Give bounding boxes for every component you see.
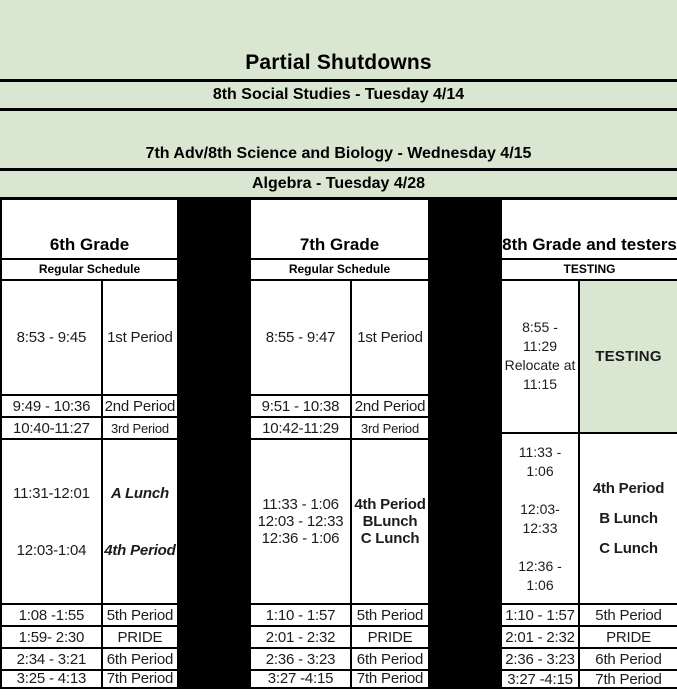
lunch-label-2: 4th Period: [104, 541, 176, 559]
grade6-row-period2: [2, 394, 177, 416]
grade7-row-period5: [251, 603, 428, 625]
lunch-time-2: 12:03-12:33: [520, 500, 560, 536]
lunch-time-1: 11:31-12:01: [13, 484, 90, 502]
grade6-row-period3: [2, 416, 177, 438]
testing-time: 8:55 - 11:29 Relocate at 11:15: [504, 319, 576, 393]
period-cell: 3rd Period: [350, 418, 428, 438]
grade8-row-lunch: [502, 432, 677, 603]
time-cell: 3:25 - 4:13: [16, 670, 87, 688]
grade6-column: [0, 200, 177, 689]
time-cell: [251, 440, 350, 603]
lunch-time-1: 11:33 - 1:06: [518, 443, 562, 479]
testing-cell: TESTING: [578, 281, 677, 432]
time-cell: 2:36 - 3:23: [505, 650, 575, 668]
grade6-row-period7: [2, 669, 177, 687]
grade6-row-pride: [2, 625, 177, 647]
time-cell: 1:08 -1:55: [18, 606, 85, 624]
time-cell: 10:42-11:29: [262, 419, 339, 437]
period-cell: 2nd Period: [101, 396, 177, 416]
period-cell: PRIDE: [101, 627, 177, 647]
time-cell: 1:59- 2:30: [18, 628, 85, 646]
time-cell: 10:40-11:27: [13, 419, 90, 437]
time-cell: 2:36 - 3:23: [265, 650, 336, 668]
period-cell: PRIDE: [578, 627, 677, 647]
grade6-row-period5: [2, 603, 177, 625]
grade7-row-period2: [251, 394, 428, 416]
time-cell: [2, 440, 101, 603]
banner-row-science-biology: 7th Adv/8th Science and Biology - Wednesday 4/15: [0, 111, 677, 171]
time-cell: 1:10 - 1:57: [505, 606, 575, 624]
grade7-header: 7th Grade: [299, 234, 380, 254]
lunch-label-1: 4th Period: [592, 480, 665, 498]
period-cell: [578, 434, 677, 603]
lunch-label-2: BLunch: [362, 513, 418, 531]
time-cell: 9:51 - 10:38: [261, 397, 340, 415]
lunch-label-3: C Lunch: [599, 540, 658, 558]
grade6-row-period1: [2, 281, 177, 395]
period-cell: [350, 440, 428, 603]
grade6-row-period6: [2, 647, 177, 669]
grade7-row-period7: [251, 669, 428, 687]
time-cell: 2:01 - 2:32: [505, 628, 575, 646]
lunch-label-1: 4th Period: [354, 496, 426, 514]
grade8-row-period6: [502, 647, 677, 669]
period-cell: [101, 440, 177, 603]
time-cell: 2:01 - 2:32: [265, 628, 336, 646]
grade7-subheader: Regular Schedule: [288, 262, 391, 277]
banner-row-social-studies: 8th Social Studies - Tuesday 4/14: [0, 82, 677, 111]
banner-row-algebra: Algebra - Tuesday 4/28: [0, 171, 677, 200]
grade8-row-pride: [502, 625, 677, 647]
period-cell: 7th Period: [101, 671, 177, 687]
lunch-label-1: A Lunch: [110, 484, 169, 502]
period-cell: 6th Period: [101, 649, 177, 669]
grade8-column: [502, 200, 677, 689]
time-cell: [502, 434, 578, 603]
grade6-row-lunch: [2, 438, 177, 603]
period-cell: 1st Period: [101, 281, 177, 395]
page-title: Partial Shutdowns: [0, 0, 677, 82]
period-cell: 5th Period: [350, 605, 428, 625]
time-cell: 3:27 -4:15: [267, 670, 334, 688]
grade6-header: 6th Grade: [49, 234, 130, 254]
grade7-row-pride: [251, 625, 428, 647]
period-cell: 1st Period: [350, 281, 428, 395]
lunch-label-2: B Lunch: [599, 510, 658, 528]
lunch-time-2: 12:03-1:04: [16, 541, 87, 559]
grade7-column: [251, 200, 428, 689]
lunch-label-3: C Lunch: [360, 530, 420, 548]
period-cell: 3rd Period: [101, 418, 177, 438]
grade8-header: 8th Grade and testers: [502, 234, 677, 254]
banner-section: [0, 0, 677, 200]
lunch-time-1: 11:33 - 1:06: [262, 496, 339, 514]
grade7-row-lunch: [251, 438, 428, 603]
divider-bar-2: [428, 200, 502, 689]
time-cell: 8:53 - 9:45: [16, 328, 87, 346]
period-cell: 7th Period: [350, 671, 428, 687]
grade8-row-period7: [502, 669, 677, 687]
grade8-row-period5: [502, 603, 677, 625]
time-cell: 8:55 - 9:47: [265, 328, 336, 346]
time-cell: 1:10 - 1:57: [265, 606, 336, 624]
grade8-subheader: TESTING: [563, 262, 616, 277]
period-cell: 7th Period: [578, 671, 677, 687]
period-cell: PRIDE: [350, 627, 428, 647]
time-cell: 3:27 -4:15: [507, 670, 573, 688]
grade7-row-period1: [251, 281, 428, 395]
period-cell: 2nd Period: [350, 396, 428, 416]
time-cell: 9:49 - 10:36: [12, 397, 91, 415]
schedule-grid: [0, 200, 677, 695]
lunch-time-3: 12:36 - 1:06: [261, 530, 340, 548]
grade6-subheader: Regular Schedule: [38, 262, 141, 277]
period-cell: 6th Period: [578, 649, 677, 669]
time-cell: 2:34 - 3:21: [16, 650, 87, 668]
period-cell: 5th Period: [578, 605, 677, 625]
grade8-row-testing: [502, 281, 677, 432]
lunch-time-2: 12:03 - 12:33: [257, 513, 344, 531]
lunch-time-3: 12:36 - 1:06: [518, 557, 562, 593]
period-cell: 6th Period: [350, 649, 428, 669]
period-cell: 5th Period: [101, 605, 177, 625]
grade7-row-period3: [251, 416, 428, 438]
grade7-row-period6: [251, 647, 428, 669]
divider-bar-1: [177, 200, 251, 689]
time-cell: [502, 281, 578, 432]
